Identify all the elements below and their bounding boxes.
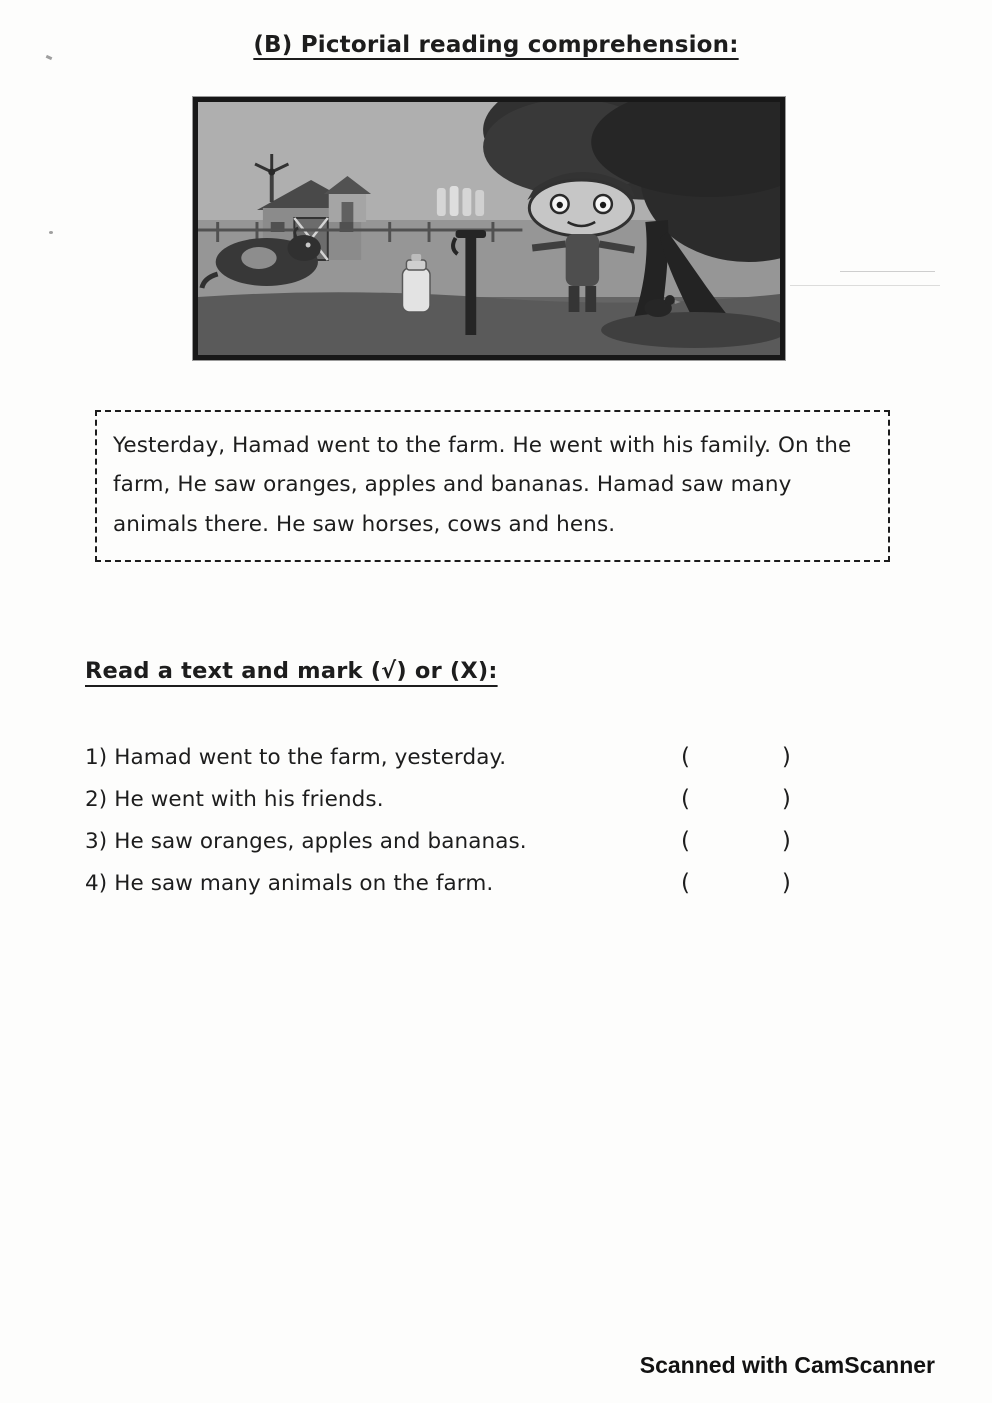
scan-artifact	[49, 231, 53, 234]
scan-artifact	[840, 271, 935, 272]
section-title-text: (B) Pictorial reading comprehension:	[253, 32, 739, 58]
camscanner-watermark: Scanned with CamScanner	[639, 1352, 935, 1378]
answer-parentheses	[681, 828, 791, 854]
question-text: 4) He saw many animals on the farm.	[85, 871, 494, 896]
reading-passage-box	[95, 410, 890, 562]
close-paren: )	[781, 870, 791, 896]
questions-list	[85, 744, 791, 912]
farm-scene-illustration	[198, 102, 780, 355]
answer-parentheses	[681, 744, 791, 770]
instruction-heading: Read a text and mark (√) or (X):	[85, 658, 498, 684]
close-paren: )	[781, 828, 791, 854]
scan-artifact	[790, 285, 940, 286]
question-text: 3) He saw oranges, apples and bananas.	[85, 829, 527, 854]
open-paren: (	[681, 828, 691, 854]
open-paren: (	[681, 744, 691, 770]
open-paren: (	[681, 786, 691, 812]
question-text: 1) Hamad went to the farm, yesterday.	[85, 745, 507, 770]
reading-passage-text: Yesterday, Hamad went to the farm. He went with his family. On the farm, He saw oranges, apples and bananas. Hamad saw many animals there. He saw horses, cows and hens.	[113, 433, 852, 537]
question-row	[85, 786, 791, 828]
answer-parentheses	[681, 786, 791, 812]
question-row	[85, 744, 791, 786]
farm-picture-frame	[193, 97, 785, 360]
answer-parentheses	[681, 870, 791, 896]
close-paren: )	[781, 786, 791, 812]
close-paren: )	[781, 744, 791, 770]
open-paren: (	[681, 870, 691, 896]
question-row	[85, 828, 791, 870]
question-row	[85, 870, 791, 912]
question-text: 2) He went with his friends.	[85, 787, 384, 812]
section-title	[0, 32, 992, 58]
